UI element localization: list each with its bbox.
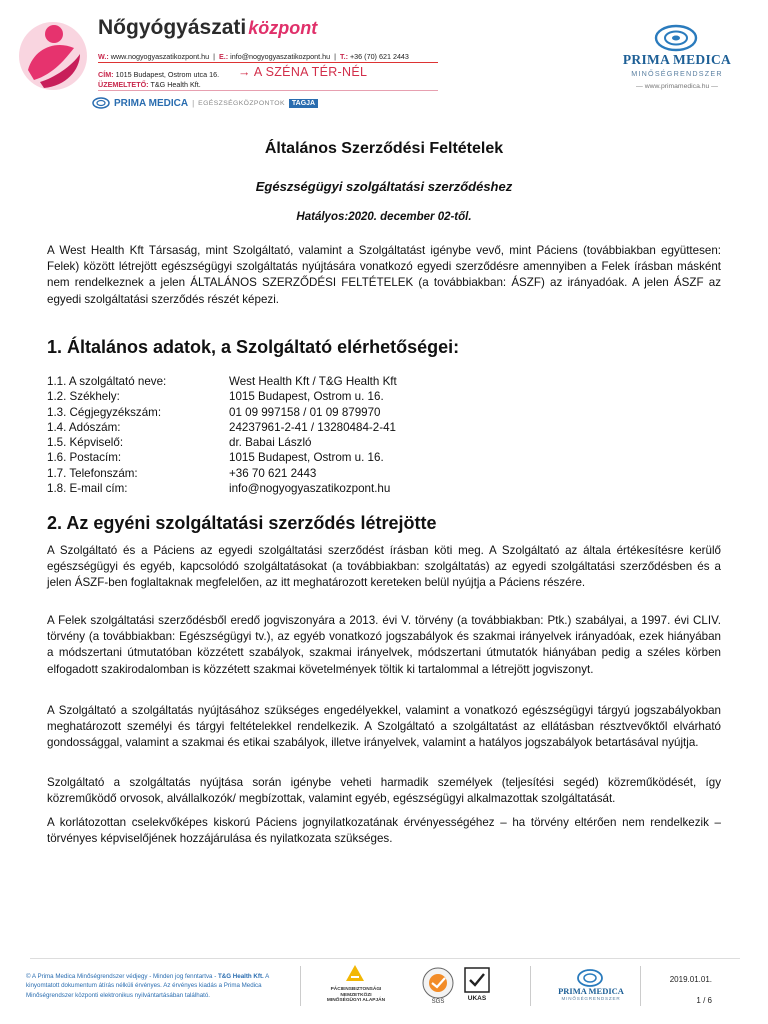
website-link[interactable]: www.nogyogyaszatikozpont.hu — [110, 52, 210, 61]
prima-medica-small-icon — [92, 97, 110, 109]
location-hint: → A SZÉNA TÉR-NÉL — [238, 65, 368, 79]
document-subtitle: Egészségügyi szolgáltatási szerződéshez — [255, 179, 513, 194]
footer-divider — [30, 958, 740, 959]
section-1-heading: 1. Általános adatok, a Szolgáltató elérhetőségei: — [47, 337, 460, 357]
footer-separator — [300, 966, 301, 1006]
address-line: CÍM: 1015 Budapest, Ostrom utca 16. — [98, 70, 220, 79]
contact-table — [47, 374, 397, 496]
footer-brand-subtitle: MINŐSÉGRENDSZER — [561, 996, 621, 1001]
prima-medica-subtitle: MINŐSÉGRENDSZER — [631, 69, 723, 78]
contact-row: 1.8. E-mail cím: info@nogyogyaszatikozpont.hu — [47, 482, 391, 496]
contact-row: 1.1. A szolgáltató neve: West Health Kft / T&G Health Kft — [47, 375, 397, 388]
intro-paragraph: A West Health Kft Társaság, mint Szolgáltató, valamint a Szolgáltatást igénybe vevő, mint Páciens (továbbiakban együttesen: Felek) között létrejött egészségügyi szolgáltatás nyújtására vonatkozó egyedi szerződésre amennyiben a Felek írásban másként nem rendelkeznek a jelen ÁLTALÁNOS SZERZŐDÉSI FELTÉTELEK (a továbbiakban: ÁSZF) az irányadóak. A jelen ÁSZF az egyedi szolgáltatási szerződés részét képezi. — [47, 244, 721, 306]
prima-medica-name: PRIMA MEDICA — [622, 52, 732, 67]
operator-line: ÜZEMELTETŐ: T&G Health Kft. — [98, 80, 201, 89]
prima-medica-url[interactable]: — www.primamedica.hu — — [636, 83, 718, 90]
prima-medica-logo-icon — [654, 24, 698, 52]
accreditation-caption: PÁCIENSBIZTONSÁGI NEMZETKÖZI MINŐSÉGÜGYI ALAPJÁN — [326, 987, 386, 1004]
brand-title: Nőgyógyászati központ — [98, 16, 318, 39]
clinic-logo-icon — [14, 18, 92, 94]
header-divider — [98, 62, 438, 63]
ukas-label: UKAS — [467, 995, 487, 1002]
paragraph-1: A Szolgáltató és a Páciens az egyedi szolgáltatási szerződést írásban köti meg. A Szolgáltató az általa értékesítésre kerülő egészségügyi és egyéb, kapcsolódó szolgáltatásokat (a továbbiakban: szolgáltatás) az egyedi szolgáltatási szerződésben és a jelen ÁSZF-ben foglaltaknak megfelelően, az itt meghatározott kereteken belül nyújtja a Páciens részére. — [47, 544, 721, 590]
contact-line: W.: www.nogyogyaszatikozpont.hu | E.: info@nogyogyaszatikozpont.hu | T.: +36 (70) 621 2443 — [98, 52, 409, 61]
section-2-heading: 2. Az egyéni szolgáltatási szerződés létrejötte — [47, 513, 437, 533]
paragraph-2: A Felek szolgáltatási szerződésből eredő jogviszonyára a 2013. évi V. törvény (a továbbiakban: Ptk.) szabályai, a 1997. évi CLIV. törvény (a továbbiakban: Egészségügyi tv.), az egyéb vonatkozó jogszabályok és szakmai irányelvek irányadóak, ezek hiányában a módszertani útmutatóban közzétett szabályok, szakmai irányelvek, módszertani útmutatók hiányában pedig a széles körben elfogadott szakirodalomban is közzétett szakmai követelmények töltik ki tartalommal a létrejött jogviszonyt. — [47, 614, 721, 676]
contact-email-link[interactable]: info@nogyogyaszatikozpont.hu — [229, 482, 391, 496]
header-divider-2 — [98, 90, 438, 91]
network-membership: PRIMA MEDICA | EGÉSZSÉGKÖZPONTOK TAGJA — [92, 97, 318, 109]
contact-row: 1.3. Cégjegyzékszám: 01 09 997158 / 01 09 879970 — [47, 405, 381, 419]
footer-notice: © A Prima Medica Minőségrendszer védjegy - Minden jog fenntartva - T&G Health Kft. A kinyomtatott dokumentum átírás nélküli érvényes. Az érvényes kiadás a Prima Medica Minőségrendszer központi elektronikus nyilvántartásában található. — [26, 973, 269, 999]
contact-row: 1.5. Képviselő: dr. Babai László — [47, 436, 312, 450]
effective-date: Hatályos:2020. december 02-től. — [296, 211, 472, 223]
ukas-cert-icon — [462, 966, 492, 1004]
paragraph-3: A Szolgáltató a szolgáltatás nyújtásához szükséges engedélyekkel, valamint a vonatkozó egészségügyi tárgyú jogszabályokban meghatározott személyi és tárgyi feltételekkel rendelkezik. A Szolgáltató a szolgáltatást az ellátásban résztvevőktől elvárható gondossággal, valamint a szakmai és etikai szabályok, illetve irányelvek, valamint a hatályos jogszabályok betartásával nyújtja. — [47, 704, 721, 750]
document-date: 2019.01.01. — [669, 975, 712, 984]
contact-row: 1.6. Postacím: 1015 Budapest, Ostrom u. 16. — [47, 451, 384, 465]
footer-brand-name: PRIMA MEDICA — [558, 986, 624, 996]
contact-row: 1.4. Adószám: 24237961-2-41 / 13280484-2-41 — [47, 420, 396, 434]
sgs-cert-icon — [418, 966, 458, 1004]
paragraph-4: Szolgáltató a szolgáltatás nyújtása során igénybe veheti harmadik személyek (teljesítési segéd) közreműködését, így közreműködő orvosok, alvállalkozók/ megbízottak, valamint egyéb, egészségügyi alkalmazottak szolgáltatását. — [47, 776, 721, 806]
paragraph-5: A korlátozottan cselekvőképes kiskorú Páciens jognyilatkozatának érvényességéhez – ha törvény eltérően nem rendelkezik – törvényes képviselőjének hozzájárulása és nyilatkozata szükséges. — [47, 816, 721, 846]
contact-row: 1.2. Székhely: 1015 Budapest, Ostrom u. 16. — [47, 390, 384, 404]
footer-separator — [530, 966, 531, 1006]
footer-separator — [640, 966, 641, 1006]
prima-medica-footer-icon — [576, 968, 604, 988]
phone-link[interactable]: +36 (70) 621 2443 — [349, 52, 409, 61]
document-title: Általános Szerződési Feltételek — [264, 140, 504, 157]
page-number: 1 / 6 — [696, 996, 712, 1005]
contact-row: 1.7. Telefonszám: +36 70 621 2443 — [47, 466, 317, 480]
email-link[interactable]: info@nogyogyaszatikozpont.hu — [230, 52, 331, 61]
sgs-label: SGS — [431, 999, 445, 1004]
accreditation-icon — [344, 964, 366, 982]
